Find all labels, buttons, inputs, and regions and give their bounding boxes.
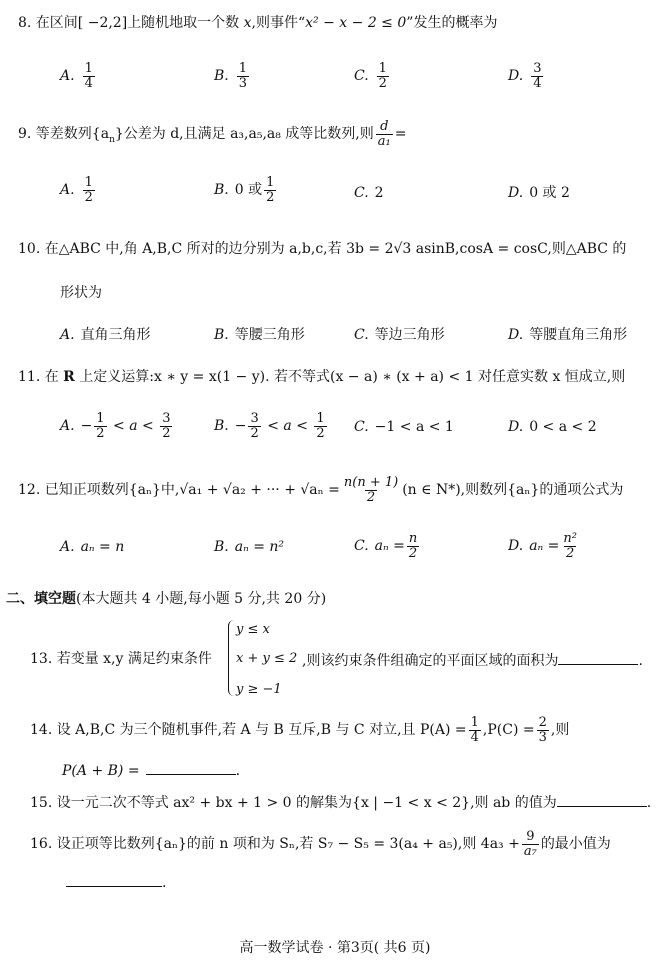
q12-option-c[interactable]: [354, 532, 421, 560]
fraction: [531, 62, 543, 90]
option-label: C.: [354, 419, 369, 435]
option-label: B.: [214, 68, 229, 85]
option-label: C.: [354, 327, 369, 343]
q16-stem-part: 的最小值为: [540, 836, 611, 853]
q14-stem-part: 14. 设 A,B,C 为三个随机事件,若 A 与 B 互斥,B 与 C 对立,且 P(A) =: [30, 722, 467, 739]
option-label: C.: [354, 185, 369, 201]
q11-option-b[interactable]: [214, 412, 329, 440]
option-text: −1 < a < 1: [374, 419, 454, 435]
q16-line2: [66, 874, 166, 890]
option-label: D.: [508, 68, 524, 85]
option-label: D.: [508, 538, 524, 555]
fraction: [83, 176, 95, 204]
fraction: [522, 830, 539, 858]
q13-stem-a: 13. 若变量 x,y 满足约束条件: [30, 651, 212, 667]
option-label: C.: [354, 68, 369, 85]
q9-option-c[interactable]: [354, 186, 384, 200]
option-text: 2: [374, 185, 384, 201]
q8-var: x: [243, 15, 252, 31]
answer-blank[interactable]: [558, 652, 638, 665]
q8-stem-part: ,则事件“: [251, 15, 306, 31]
fraction: [314, 412, 326, 440]
frac-num: 3: [533, 61, 542, 76]
frac-den: 2: [162, 425, 171, 441]
answer-blank[interactable]: [557, 794, 647, 807]
frac-den: 4: [84, 75, 93, 91]
answer-blank[interactable]: [66, 874, 162, 887]
frac-num: 9: [526, 829, 535, 844]
q8-stem-part: ”发生的概率为: [406, 15, 498, 31]
fraction: [407, 532, 419, 560]
frac-den: 2: [266, 189, 275, 205]
q13-constraint-2: x + y ≤ 2: [236, 651, 298, 666]
frac-num: n²: [563, 531, 577, 546]
option-label: D.: [508, 327, 524, 343]
frac-num: 1: [266, 175, 275, 190]
option-label: B.: [214, 539, 229, 555]
option-text: 0 或 2: [529, 185, 570, 201]
q9-equals: =: [394, 126, 407, 143]
frac-den: 2: [96, 425, 105, 441]
option-text: aₙ =: [374, 538, 405, 555]
option-text: 0 或: [234, 182, 263, 199]
answer-blank[interactable]: [146, 762, 236, 775]
q9-subscript: n: [109, 134, 115, 145]
option-label: A.: [60, 539, 75, 555]
q10-option-c[interactable]: [354, 328, 445, 342]
q11-stem-part: 上定义运算:x ∗ y = x(1 − y). 若不等式(x − a) ∗ (x + a) < 1 对任意实数 x 恒成立,则: [74, 369, 626, 385]
q15-end: .: [646, 795, 652, 811]
frac-den: 2: [366, 489, 376, 505]
fraction: [376, 120, 393, 148]
q12-option-d[interactable]: [508, 532, 581, 560]
frac-den: 4: [470, 729, 479, 745]
frac-den: 3: [538, 729, 547, 745]
q11-real-set: R: [63, 369, 75, 385]
q10-option-d[interactable]: [508, 328, 627, 342]
option-text: 等腰三角形: [234, 327, 305, 343]
q14-stem-part: P(A + B) =: [62, 763, 140, 779]
q10-option-a[interactable]: [60, 328, 151, 342]
option-text: aₙ = n: [80, 539, 125, 555]
section-desc: (本大题共 4 小题,每小题 5 分,共 20 分): [76, 591, 327, 607]
q9-option-a[interactable]: [60, 176, 97, 204]
q14-stem: [30, 716, 569, 744]
q10-stem-line2: 形状为: [60, 285, 102, 301]
option-label: D.: [508, 185, 524, 201]
option-text: < a <: [262, 418, 313, 435]
q8-event: x² − x − 2 ≤ 0: [305, 15, 407, 31]
frac-num: 1: [378, 61, 387, 76]
option-label: A.: [60, 68, 75, 85]
fraction: [469, 716, 481, 744]
q8-option-d[interactable]: [508, 62, 545, 90]
q14-stem-part: ,则: [550, 722, 570, 739]
q8-option-a[interactable]: [60, 62, 97, 90]
frac-num: n: [408, 531, 418, 546]
frac-num: d: [380, 119, 389, 134]
frac-den: 2: [316, 425, 325, 441]
option-text: 等腰直角三角形: [529, 327, 628, 343]
option-text: 0 < a < 2: [529, 419, 597, 435]
q15-stem-part: 15. 设一元二次不等式 ax² + bx + 1 > 0 的解集为{x | −1 < x < 2},则 ab 的值为: [30, 795, 557, 811]
q16-end: .: [162, 875, 167, 891]
fraction: [248, 412, 260, 440]
q8-stem-part: 8. 在区间[ −2,2]上随机地取一个数: [18, 15, 244, 31]
frac-num: 1: [316, 411, 325, 426]
q15-stem: [30, 794, 651, 810]
q13-stem-b: [302, 652, 643, 668]
frac-den: 2: [250, 425, 259, 441]
frac-den: 2: [408, 545, 418, 561]
q9-stem-part: }公差为 d,且满足 a₃,a₅,a₈ 成等比数列,则: [114, 126, 374, 143]
frac-num: 1: [470, 715, 479, 730]
option-label: A.: [60, 327, 75, 343]
page-footer: 高一数学试卷 · 第3页( 共6 页): [239, 940, 431, 956]
frac-den: 2: [378, 75, 387, 91]
frac-num: 3: [250, 411, 259, 426]
frac-den: a₁: [377, 133, 391, 149]
q13-constraint-3: y ≥ −1: [236, 682, 282, 697]
frac-num: 1: [84, 175, 93, 190]
option-label: C.: [354, 538, 369, 555]
q9-option-b[interactable]: [214, 176, 278, 204]
fraction: [342, 476, 400, 504]
frac-den: 3: [238, 75, 248, 91]
fraction: [537, 716, 549, 744]
q14-line2: [62, 762, 240, 778]
q13-end: .: [638, 653, 643, 669]
option-label: A.: [60, 418, 75, 435]
fraction: [94, 412, 106, 440]
option-label: B.: [214, 182, 229, 199]
q13-constraint-1: y ≤ x: [236, 622, 270, 637]
q10-stem-line1: 10. 在△ABC 中,角 A,B,C 所对的边分别为 a,b,c,若 3b = 2√3 asinB,cosA = cosC,则△ABC 的: [18, 241, 627, 257]
q13-stem-part: ,则该约束条件组确定的平面区域的面积为: [302, 653, 559, 669]
option-text: 直角三角形: [80, 327, 151, 343]
option-text: aₙ =: [529, 538, 560, 555]
frac-num: 3: [162, 411, 171, 426]
option-text: 等边三角形: [374, 327, 445, 343]
q8-option-b[interactable]: [214, 62, 251, 90]
option-text: < a <: [108, 418, 159, 435]
q9-stem: [18, 120, 406, 148]
q11-option-c[interactable]: [354, 420, 454, 434]
fraction: [561, 532, 579, 560]
fraction: [264, 176, 276, 204]
option-label: D.: [508, 419, 524, 435]
q9-option-d[interactable]: [508, 186, 570, 200]
option-text: −: [234, 418, 247, 435]
q14-stem-part: ,P(C) =: [482, 722, 535, 739]
q12-option-a[interactable]: [60, 540, 124, 554]
q12-stem: [18, 476, 623, 504]
option-label: A.: [60, 182, 75, 199]
frac-num: n(n + 1): [343, 475, 399, 490]
option-text: −: [80, 418, 93, 435]
q12-stem-part: (n ∈ N*),则数列{aₙ}的通项公式为: [402, 482, 624, 499]
q8-option-c[interactable]: [354, 62, 391, 90]
frac-den: a₇: [523, 843, 537, 859]
frac-num: 1: [238, 61, 248, 76]
q16-stem-part: 16. 设正项等比数列{aₙ}的前 n 项和为 Sₙ,若 S₇ − S₅ = 3(a₄ + a₅),则 4a₃ +: [30, 836, 520, 853]
section-title: 二、填空题: [6, 591, 76, 607]
q11-option-d[interactable]: [508, 420, 597, 434]
q9-stem-part: 9. 等差数列{a: [18, 126, 110, 143]
frac-den: 2: [84, 189, 93, 205]
option-label: B.: [214, 327, 229, 343]
q14-end: .: [235, 763, 241, 779]
q11-stem: [18, 370, 625, 384]
fraction: [237, 62, 249, 90]
fraction: [160, 412, 172, 440]
q11-stem-part: 11. 在: [18, 369, 64, 385]
q8-stem: [18, 16, 497, 30]
q11-option-a[interactable]: [60, 412, 174, 440]
q10-option-b[interactable]: [214, 328, 305, 342]
fraction: [83, 62, 95, 90]
frac-num: 1: [84, 61, 93, 76]
q12-stem-part: 12. 已知正项数列{aₙ}中,√a₁ + √a₂ + ··· + √aₙ =: [18, 482, 340, 499]
frac-den: 4: [533, 75, 542, 91]
option-text: aₙ = n²: [234, 539, 285, 555]
fraction: [377, 62, 389, 90]
section-heading: [6, 592, 326, 606]
q12-option-b[interactable]: [214, 540, 284, 554]
frac-num: 1: [96, 411, 105, 426]
q16-stem: [30, 830, 611, 858]
frac-num: 2: [538, 715, 547, 730]
option-label: B.: [214, 418, 229, 435]
frac-den: 2: [566, 545, 575, 561]
